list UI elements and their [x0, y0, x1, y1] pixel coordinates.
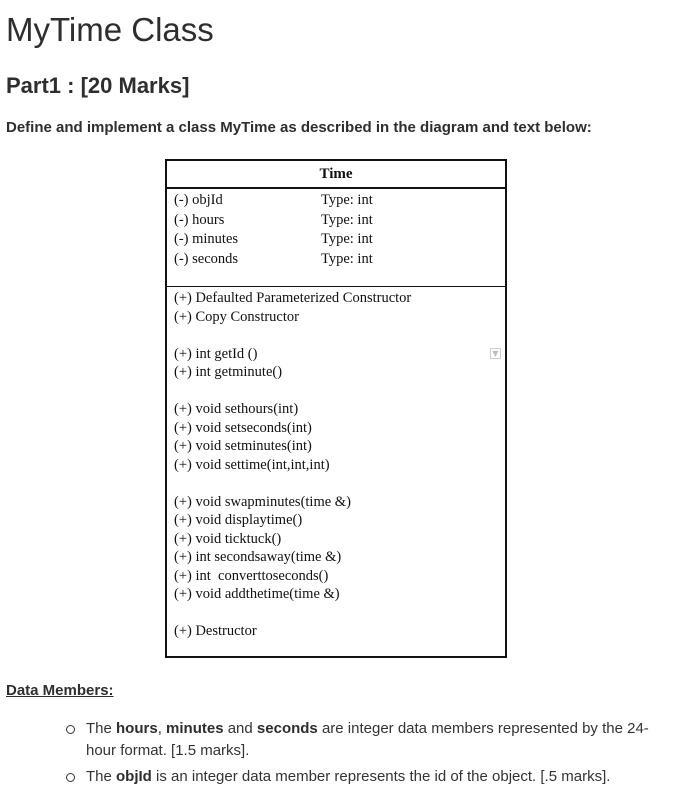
- uml-method: (+) void addthetime(time &): [174, 586, 340, 602]
- uml-method: (+) void swapminutes(time &): [174, 493, 351, 510]
- uml-method: (+) int converttoseconds(): [174, 567, 329, 584]
- bullet-circle-icon: [66, 773, 75, 782]
- uml-class-diagram: [165, 159, 507, 658]
- text-fragment: and: [223, 720, 257, 737]
- part-heading: Part1 : [20 Marks]: [6, 73, 190, 98]
- list-item: [66, 766, 666, 788]
- term-seconds: seconds: [256, 720, 318, 737]
- uml-attribute-type: Type: int: [321, 211, 373, 228]
- uml-attribute-type: Type: int: [321, 192, 373, 208]
- uml-method: (+) int getId (): [174, 345, 258, 362]
- uml-attribute-row: [174, 211, 505, 231]
- uml-attribute-name: (-) objId: [174, 192, 223, 208]
- text-fragment: The: [86, 768, 117, 785]
- uml-attribute-type: Type: int: [321, 250, 373, 267]
- text-fragment: are integer data members represented by the 24-hour format. [1.5 marks].: [86, 720, 649, 759]
- uml-method-spacer: [174, 326, 505, 345]
- text-fragment: ,: [157, 720, 167, 737]
- intro-text: Define and implement a class MyTime as described in the diagram and text below:: [6, 119, 592, 136]
- term-minutes: minutes: [166, 720, 224, 737]
- uml-method-spacer: [174, 604, 505, 623]
- uml-methods: [167, 287, 505, 641]
- uml-attribute-row: [174, 250, 505, 270]
- data-members-list: [66, 718, 666, 792]
- uml-attribute-name: (-) hours: [174, 211, 225, 228]
- uml-class-name: Time: [167, 161, 505, 189]
- uml-attribute-name: (-) seconds: [174, 250, 239, 267]
- uml-attribute-name: (-) minutes: [174, 231, 239, 247]
- uml-method-spacer: [174, 474, 505, 493]
- uml-method: (+) void settime(int,int,int): [174, 456, 330, 473]
- uml-attribute-row: [174, 230, 505, 250]
- chevron-down-icon[interactable]: ▼: [490, 348, 501, 359]
- uml-method: (+) void sethours(int): [174, 401, 299, 417]
- uml-method-spacer: [174, 382, 505, 401]
- uml-attributes: [167, 189, 505, 287]
- text-fragment: is an integer data member represents the id of the object. [.5 marks].: [151, 768, 611, 785]
- uml-method: (+) void displaytime(): [174, 512, 303, 528]
- uml-method: (+) void ticktuck(): [174, 530, 282, 547]
- uml-method: (+) Copy Constructor: [174, 308, 299, 325]
- text-fragment: The: [86, 720, 117, 737]
- uml-method: (+) void setminutes(int): [174, 438, 312, 454]
- uml-method: (+) Destructor: [174, 623, 257, 639]
- term-objid: objId: [116, 768, 152, 785]
- uml-method: (+) void setseconds(int): [174, 419, 312, 436]
- data-members-heading: Data Members:: [6, 682, 114, 699]
- uml-attribute-type: Type: int: [321, 231, 373, 247]
- uml-method: (+) int secondsaway(time &): [174, 549, 342, 565]
- uml-attribute-row: [174, 191, 505, 211]
- page-title: MyTime Class: [6, 11, 214, 48]
- uml-method: (+) Defaulted Parameterized Constructor: [174, 290, 412, 306]
- list-item: [66, 718, 666, 762]
- term-hours: hours: [116, 720, 158, 737]
- uml-method: (+) int getminute(): [174, 364, 283, 380]
- bullet-circle-icon: [66, 725, 75, 734]
